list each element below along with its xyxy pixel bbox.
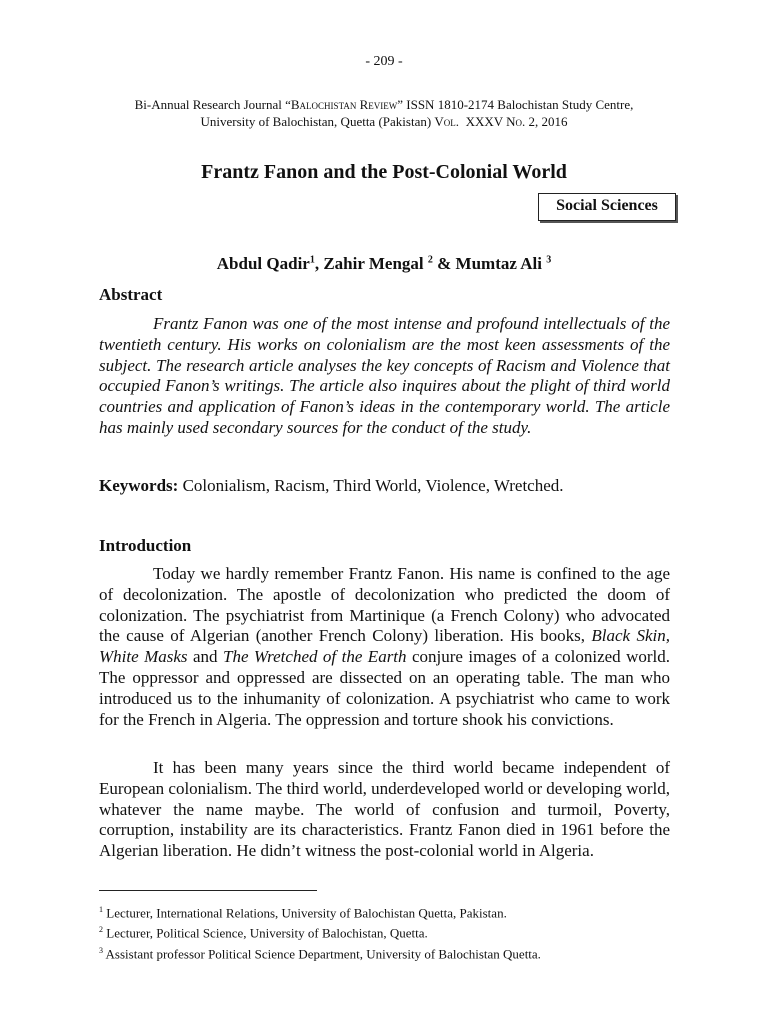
journal-issn: ” ISSN 1810-2174 Balochistan Study Centre, [397,97,634,112]
footnotes [99,901,679,962]
journal-prefix: Bi-Annual Research Journal “ [134,97,291,112]
page-number: - 209 - [365,54,403,69]
keywords-label: Keywords: [99,476,179,495]
journal-no-label: No. [506,114,526,129]
keywords [99,476,670,496]
book-title: The Wretched of the Earth [222,647,407,667]
book-title: Black Skin, White Masks [99,626,670,667]
footnote-text: Assistant professor Political Science Department, University of Balochistan Quetta. [103,945,541,961]
introduction-paragraph-1 [99,564,670,730]
footnote-mark: 3 [99,945,103,955]
author-footnote-mark: 3 [546,254,552,266]
journal-line-2 [90,113,678,130]
footnote [99,901,679,921]
footnote-mark: 2 [99,925,103,935]
journal-issue: 2, 2016 [525,114,568,129]
journal-line-1 [90,96,678,113]
paragraph-text: Today we hardly remember Frantz Fanon. His name is confined to the age of decolonization. The apostle of decolonization who predicted the doom of colonization. The psychiatrist from Martinique (a French Colony) who advocated the cause of Algerian (another French Colony) liberation. His books, [99,564,670,646]
author-name: Abdul Qadir [216,254,310,273]
journal-header [90,96,678,130]
author-name: Zahir Mengal [323,254,428,273]
footnote-text: Lecturer, International Relations, University of Balochistan Quetta, Pakistan. [103,905,507,921]
journal-university: University of Balochistan, Quetta (Pakistan) [200,114,435,129]
author-name: Mumtaz Ali [455,254,547,273]
paragraph-text: conjure images of a colonized world. The oppressor and oppressed are dissected on an operating table. The man who introduced us to the inhumanity of colonization. A psychiatrist who came to work for the French in Algeria. The oppression and torture shook his convictions. [99,647,671,729]
journal-volume: XXXV [459,114,507,129]
authors-line [0,254,768,274]
paragraph-text: and [187,647,223,667]
author-footnote-mark: 2 [427,254,433,266]
footnote [99,942,679,962]
article-title: Frantz Fanon and the Post-Colonial World [201,161,567,183]
journal-vol-label: Vol. [434,114,460,129]
introduction-paragraph-2: It has been many years since the third world became independent of European colonialism. The third world, underdeveloped world or developing world, whatever the name maybe. The world of confusion and turmoil, Poverty, corruption, instability are its characteristics. Frantz Fanon died in 1961 before the Algerian liberation. He didn’t witness the post-colonial world in Algeria. [99,758,670,861]
footnote-mark: 1 [99,905,103,914]
abstract-text: Frantz Fanon was one of the most intense and profound intellectuals of the twentieth century. His works on colonialism are the most keen assessments of the subject. The research article analyses the key concepts of Racism and Violence that occupied Fanon’s writings. The article also inquires about the plight of third world countries and application of Fanon’s ideas in the contemporary world. The article has mainly used secondary sources for the conduct of the study. [99,314,670,437]
keywords-list: Colonialism, Racism, Third World, Violence, Wretched. [178,476,564,495]
journal-name: Balochistan Review [290,97,398,112]
author-separator: & [432,254,456,273]
author-footnote-mark: 1 [309,254,315,266]
introduction-heading: Introduction [99,536,192,555]
footnote-divider [99,890,317,891]
author-separator: , [314,254,324,273]
abstract-heading: Abstract [99,285,163,304]
footnote [99,921,679,941]
category-badge: Social Sciences [538,193,676,221]
footnote-text: Lecturer, Political Science, University of Balochistan, Quetta. [103,925,428,941]
